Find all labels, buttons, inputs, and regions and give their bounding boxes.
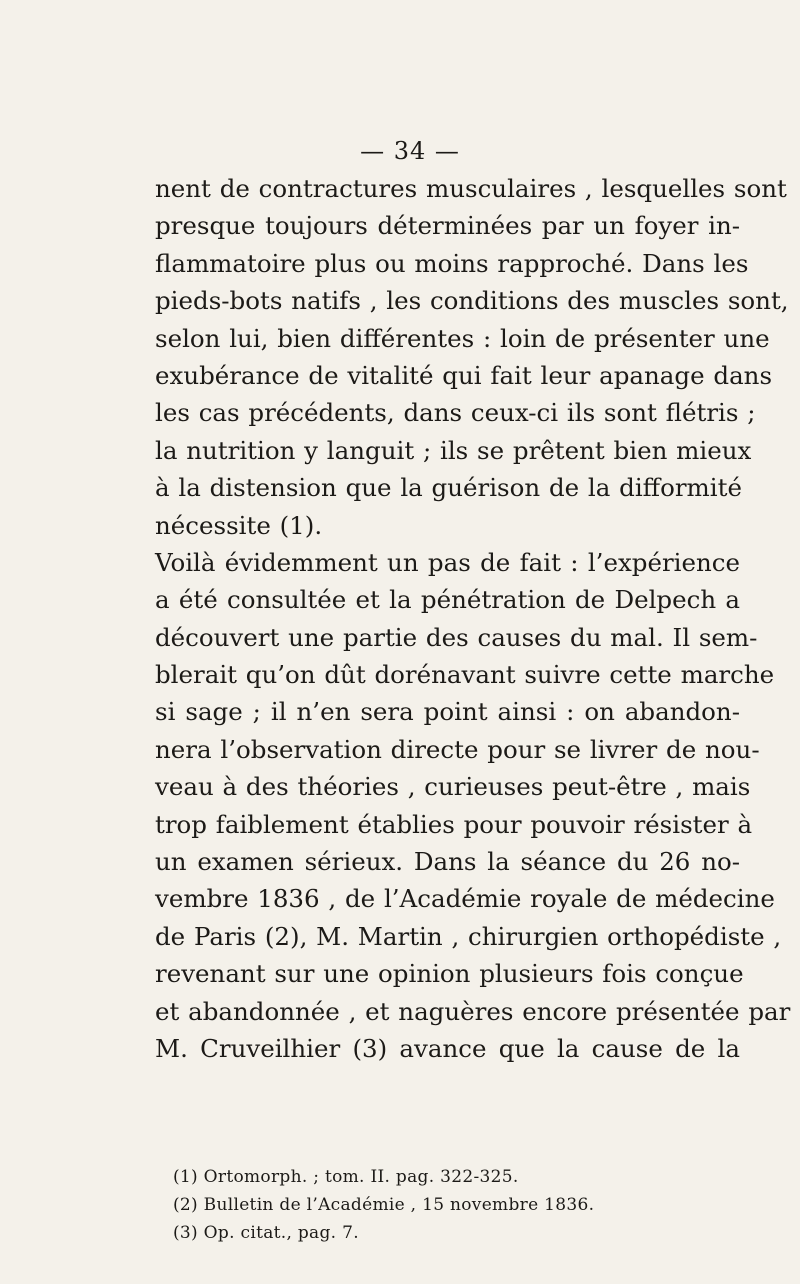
text-line: trop faiblement établies pour pouvoir résister à bbox=[155, 809, 753, 839]
text-line: nera l’observation directe pour se livrer de nou- bbox=[155, 734, 760, 764]
text-line: nécessite (1). bbox=[155, 510, 323, 540]
text-line: si sage ; il n’en sera point ainsi : on abandon- bbox=[155, 697, 740, 727]
text-line: de Paris (2), M. Martin , chirurgien orthopédiste , bbox=[155, 921, 782, 951]
text-line: vembre 1836 , de l’Académie royale de médecine bbox=[155, 884, 775, 914]
text-line: veau à des théories , curieuses peut-être , mais bbox=[155, 772, 751, 802]
text-line: flammatoire plus ou moins rapproché. Dans les bbox=[155, 248, 749, 278]
text-line: selon lui, bien différentes : loin de présenter une bbox=[155, 323, 770, 353]
text-line: pieds-bots natifs , les conditions des muscles sont, bbox=[155, 286, 789, 316]
footnotes bbox=[173, 1163, 733, 1247]
text-line: blerait qu’on dût dorénavant suivre cette marche bbox=[155, 660, 775, 690]
body-text bbox=[155, 170, 791, 1067]
page-number: — 34 — bbox=[360, 137, 460, 165]
text-line: revenant sur une opinion plusieurs fois conçue bbox=[155, 959, 744, 989]
text-line: découvert une partie des causes du mal. Il sem- bbox=[155, 622, 758, 652]
footnote: (3) Op. citat., pag. 7. bbox=[173, 1223, 359, 1243]
text-line: et abandonnée , et naguères encore présentée par bbox=[155, 996, 791, 1026]
text-line: la nutrition y languit ; ils se prêtent bien mieux bbox=[155, 435, 752, 465]
text-line: M. Cruveilhier (3) avance que la cause de la bbox=[155, 1033, 740, 1063]
footnote: (1) Ortomorph. ; tom. II. pag. 322-325. bbox=[173, 1167, 519, 1187]
text-line: les cas précédents, dans ceux-ci ils sont flétris ; bbox=[155, 398, 756, 428]
text-line: a été consultée et la pénétration de Delpech a bbox=[155, 585, 740, 615]
text-line: presque toujours déterminées par un foyer in- bbox=[155, 211, 740, 241]
footnote: (2) Bulletin de l’Académie , 15 novembre 1836. bbox=[173, 1195, 595, 1215]
text-line: à la distension que la guérison de la difformité bbox=[155, 473, 742, 503]
text-line: Voilà évidemment un pas de fait : l’expérience bbox=[155, 547, 740, 577]
text-line: exubérance de vitalité qui fait leur apanage dans bbox=[155, 360, 773, 390]
text-line: un examen sérieux. Dans la séance du 26 no- bbox=[155, 847, 740, 877]
text-line: nent de contractures musculaires , lesquelles sont bbox=[155, 174, 787, 203]
